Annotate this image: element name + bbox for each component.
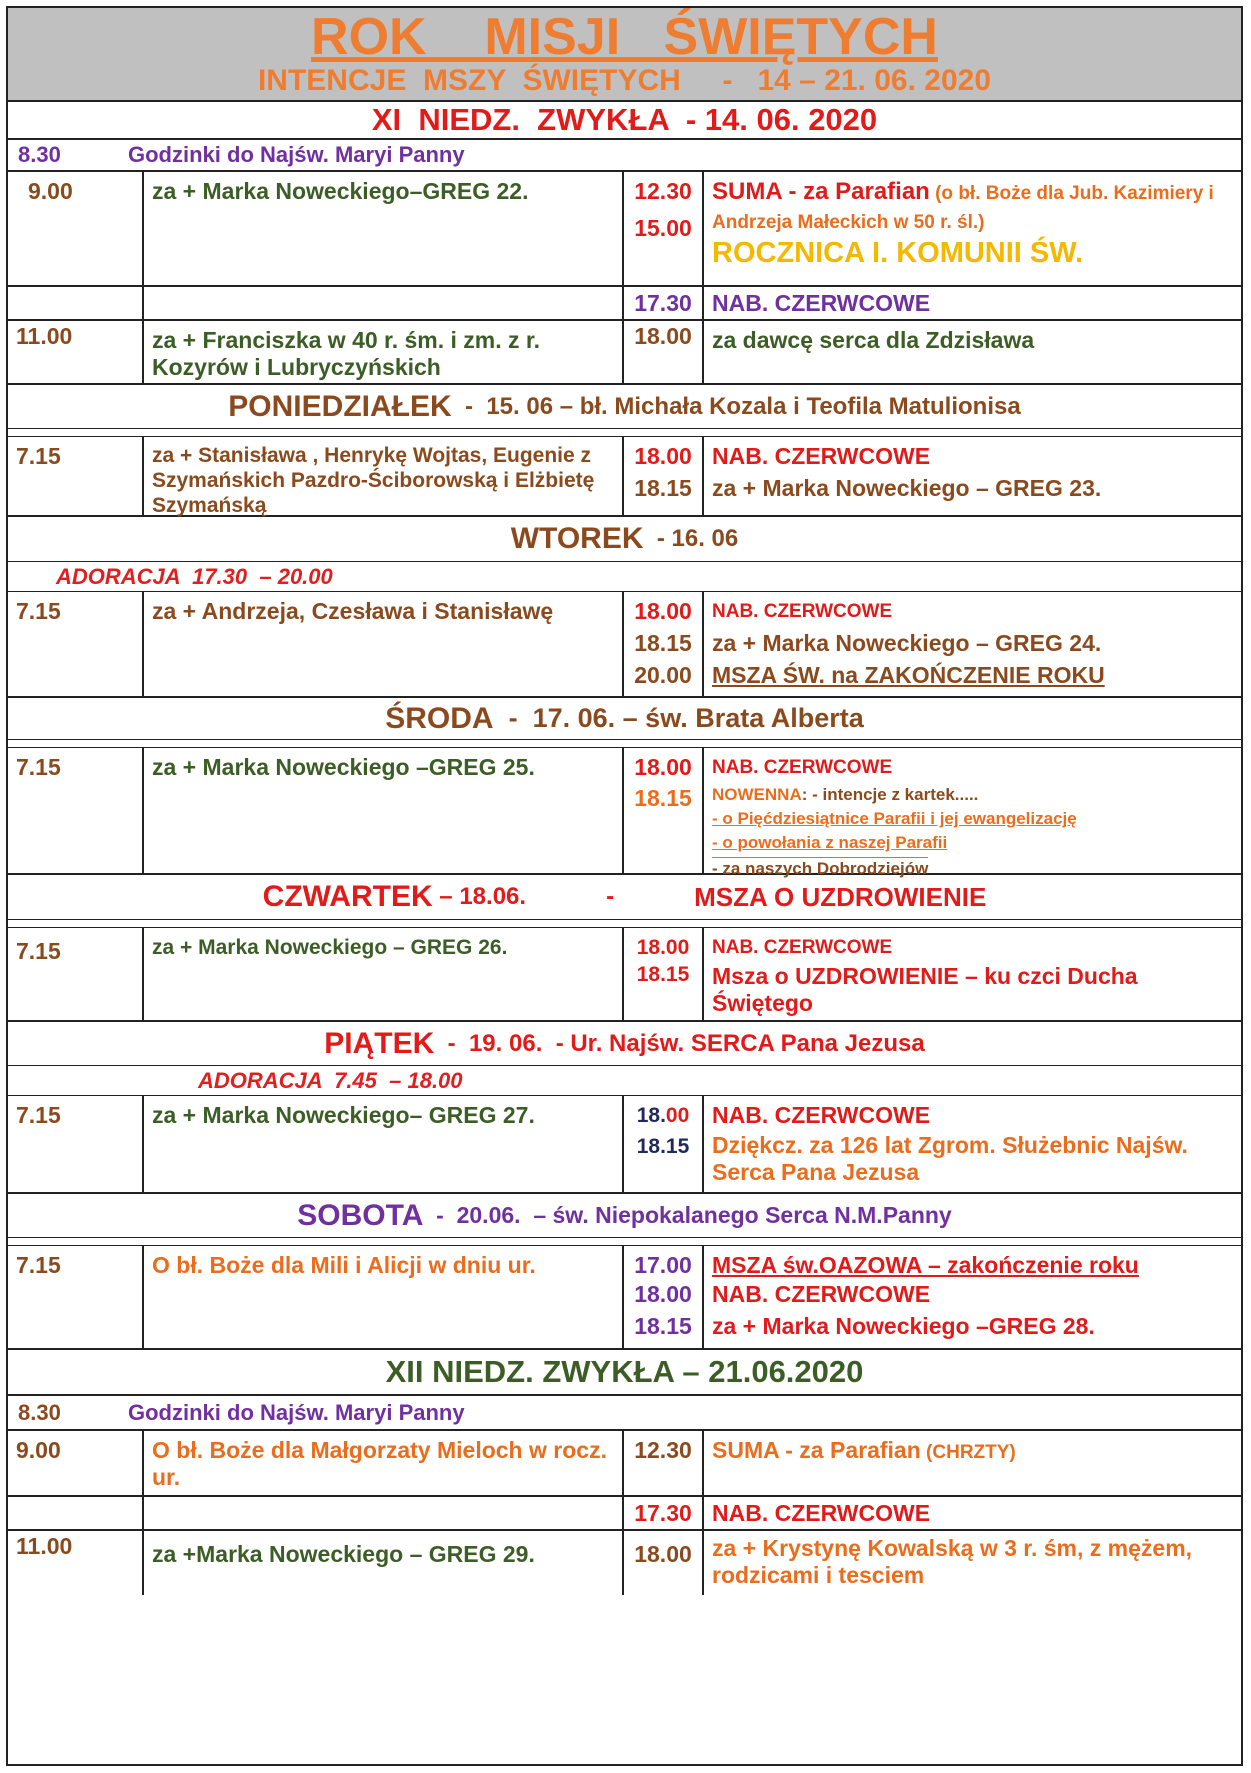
day-name: PONIEDZIAŁEK: [228, 389, 452, 423]
suma-note: (CHRZTY): [920, 1442, 1016, 1463]
time: 7.15: [8, 748, 144, 873]
nab-label: NAB. CZERWCOWE: [712, 1281, 931, 1307]
time: 12.30: [624, 1431, 704, 1495]
time: 12.30: [634, 178, 692, 204]
intention: O bł. Boże dla Mili i Alicji w dniu ur.: [144, 1246, 624, 1348]
mass-row: [8, 321, 1241, 385]
adoracja-row: [8, 562, 1241, 592]
time: 17.30: [624, 287, 704, 319]
empty-cell: [144, 1497, 624, 1529]
suma-label: SUMA - za Parafian: [712, 178, 930, 205]
nab-label: NAB. CZERWCOWE: [712, 937, 893, 958]
day-header-tuesday: [8, 517, 1241, 562]
time: 9.00: [8, 1431, 144, 1495]
nowenna-detail: : - intencje z kartek.....: [801, 785, 979, 804]
day-header-monday: [8, 385, 1241, 429]
spacer: [8, 1238, 1241, 1246]
intention-column: [704, 1246, 1241, 1348]
intention: MSZA św.OAZOWA – zakończenie roku: [712, 1252, 1139, 1278]
intention: za + Marka Noweckiego–GREG 22.: [144, 172, 624, 285]
intention: MSZA ŚW. na ZAKOŃCZENIE ROKU: [712, 662, 1105, 688]
day-detail: - 20.06. – św. Niepokalanego Serca N.M.Panny: [423, 1202, 952, 1228]
mass-row: [8, 1497, 1241, 1531]
day-header-text: XI NIEDZ. ZWYKŁA - 14. 06. 2020: [371, 102, 878, 137]
day-name: CZWARTEK: [262, 880, 433, 913]
empty-cell: [8, 1497, 144, 1529]
day-header-sunday-1: [8, 102, 1241, 140]
mass-row: [8, 1246, 1241, 1350]
time: 18.00: [636, 936, 690, 959]
intention-column: [704, 172, 1241, 285]
godzinki-row-1: [8, 140, 1241, 172]
intention: za + Marka Noweckiego –GREG 28.: [712, 1313, 1095, 1339]
title-block: [8, 8, 1241, 102]
time: 8.30: [18, 142, 61, 167]
time: 18.00: [634, 443, 692, 469]
intention: za + Franciszka w 40 r. śm. i zm. z r. Kozyrów i Lubryczyńskich: [144, 321, 624, 383]
mass-row: [8, 748, 1241, 878]
godzinki-row-2: [8, 1396, 1241, 1431]
intention: O bł. Boże dla Małgorzaty Mieloch w rocz. ur.: [144, 1431, 624, 1495]
intention-column: [704, 437, 1241, 515]
adoracja-label: ADORACJA 7.45 – 18.00: [198, 1067, 463, 1093]
time: 7.15: [8, 1246, 144, 1348]
time: 18.15: [634, 630, 692, 656]
mass-row: [8, 928, 1241, 1022]
mass-row: [8, 1531, 1241, 1595]
spacer: [8, 429, 1241, 437]
time: 18.00: [634, 598, 692, 624]
time: 18.00: [624, 321, 704, 383]
intention: za + Marka Noweckiego –GREG 25.: [144, 748, 624, 873]
day-name: SOBOTA: [297, 1198, 424, 1232]
mass-row: [8, 287, 1241, 321]
mass-row: [8, 437, 1241, 517]
intention-column: [704, 1096, 1241, 1192]
time: 9.00: [8, 172, 144, 285]
intention: za + Krystynę Kowalską w 3 r. śm, z mężem, rodzicami i tesciem: [712, 1535, 1193, 1588]
separator: -: [526, 883, 695, 910]
nab-label: NAB. CZERWCOWE: [712, 443, 931, 469]
intention: Dziękcz. za 126 lat Zgrom. Służebnic Najśw. Serca Pana Jezusa: [712, 1132, 1188, 1185]
day-date: – 18.06.: [432, 883, 527, 910]
time: 11.00: [8, 321, 144, 383]
nab-label: NAB. CZERWCOWE: [712, 601, 893, 622]
intention: Godzinki do Najśw. Maryi Panny: [128, 1399, 465, 1425]
time: 7.15: [8, 592, 144, 696]
page-subtitle: INTENCJE MSZY ŚWIĘTYCH - 14 – 21. 06. 2020: [257, 64, 992, 97]
time: 17.00: [634, 1252, 692, 1278]
nab-label: NAB. CZERWCOWE: [712, 757, 893, 778]
time: 7.15: [8, 928, 144, 1020]
intention: za + Marka Noweckiego – GREG 26.: [144, 928, 624, 1020]
day-header-wednesday: [8, 698, 1241, 740]
time: 18.15: [634, 475, 692, 501]
nab-label: NAB. CZERWCOWE: [712, 1102, 931, 1128]
time: 18.15: [634, 1313, 692, 1339]
day-header-thursday: [8, 875, 1241, 920]
day-header-sunday-2: [8, 1350, 1241, 1396]
nowenna-intention: - o Pięćdziesiątnice Parafii i jej ewangelizację: [712, 809, 1077, 828]
day-detail: - 19. 06. - Ur. Najśw. SERCA Pana Jezusa: [434, 1029, 925, 1057]
intention: za + Marka Noweckiego – GREG 23.: [712, 475, 1102, 501]
time-column: [624, 748, 704, 873]
day-header-friday: [8, 1022, 1241, 1066]
spacer: [8, 920, 1241, 928]
time: 11.00: [8, 1531, 144, 1595]
time-column: [624, 592, 704, 696]
time: 17.30: [624, 1497, 704, 1529]
mass-row: [8, 1096, 1241, 1194]
empty-cell: [8, 287, 144, 319]
time: 20.00: [634, 662, 692, 688]
mass-row: [8, 592, 1241, 698]
intention: za + Stanisława , Henrykę Wojtas, Eugenie z Szymańskich Pazdro-Ściborowską i Elżbietę Szymańską: [144, 437, 624, 515]
empty-cell: [144, 287, 624, 319]
intention-column: [704, 1431, 1241, 1495]
intention: za + Marka Noweckiego – GREG 24.: [712, 630, 1102, 656]
spacer: [8, 740, 1241, 748]
day-detail: - 16. 06: [643, 525, 739, 552]
time: 18.15: [636, 963, 690, 986]
day-name: PIĄTEK: [324, 1026, 435, 1060]
time-column: [624, 437, 704, 515]
mass-row: [8, 1431, 1241, 1497]
intention: za +Marka Noweckiego – GREG 29.: [144, 1531, 624, 1595]
time: 15.00: [634, 215, 692, 241]
intention-column: [704, 748, 1241, 878]
mass-intentions-sheet: [6, 6, 1243, 1766]
nowenna-label: NOWENNA: [712, 785, 802, 804]
intention: Godzinki do Najśw. Maryi Panny: [128, 142, 465, 167]
time-hour: 18.: [636, 1104, 666, 1127]
suma-note: (o bł. Boże dla Jub. Kazimiery i Andrzeja Małeckich w 50 r. śl.): [712, 183, 1214, 233]
time-column: [624, 1096, 704, 1192]
day-name: ŚRODA: [385, 701, 494, 735]
page-title: ROK MISJI ŚWIĘTYCH: [311, 8, 938, 66]
time: 18.00: [634, 754, 692, 780]
time-column: [624, 1246, 704, 1348]
suma-label: SUMA - za Parafian: [712, 1437, 921, 1463]
intention: za dawcę serca dla Zdzisława: [712, 327, 1035, 353]
intention: NAB. CZERWCOWE: [712, 290, 931, 316]
day-detail: - 17. 06. – św. Brata Alberta: [493, 703, 864, 733]
time: 7.15: [8, 1096, 144, 1192]
time: 18.00: [624, 1531, 704, 1595]
time: 18.15: [634, 785, 692, 811]
adoracja-row: [8, 1066, 1241, 1096]
day-header-saturday: [8, 1194, 1241, 1238]
intention-column: [704, 592, 1241, 696]
adoracja-label: ADORACJA 17.30 – 20.00: [56, 563, 333, 589]
time: 18.00: [634, 1281, 692, 1307]
intention: NAB. CZERWCOWE: [712, 1500, 931, 1526]
nowenna-intention: - o powołania z naszej Parafii: [712, 833, 948, 852]
mass-row: [8, 172, 1241, 287]
intention-column: [704, 928, 1241, 1020]
time-column: [624, 172, 704, 285]
rocznica-label: ROCZNICA I. KOMUNII ŚW.: [712, 237, 1084, 269]
day-name: WTOREK: [510, 522, 644, 555]
day-detail: - 15. 06 – bł. Michała Kozala i Teofila Matulionisa: [451, 392, 1021, 420]
time-column: [624, 928, 704, 1020]
day-header-text: XII NIEDZ. ZWYKŁA – 21.06.2020: [385, 1354, 864, 1389]
intention: Msza o UZDROWIENIE – ku czci Ducha Świętego: [712, 963, 1138, 1016]
time: 18.15: [636, 1135, 690, 1158]
time: 8.30: [18, 1399, 61, 1425]
time: 7.15: [8, 437, 144, 515]
nowenna-intention: - za naszych Dobrodziejów: [712, 859, 929, 878]
intention: za + Andrzeja, Czesława i Stanisławę: [144, 592, 624, 696]
time-minute: 00: [665, 1104, 690, 1127]
intention: za + Marka Noweckiego– GREG 27.: [144, 1096, 624, 1192]
day-detail: MSZA O UZDROWIENIE: [694, 881, 987, 912]
